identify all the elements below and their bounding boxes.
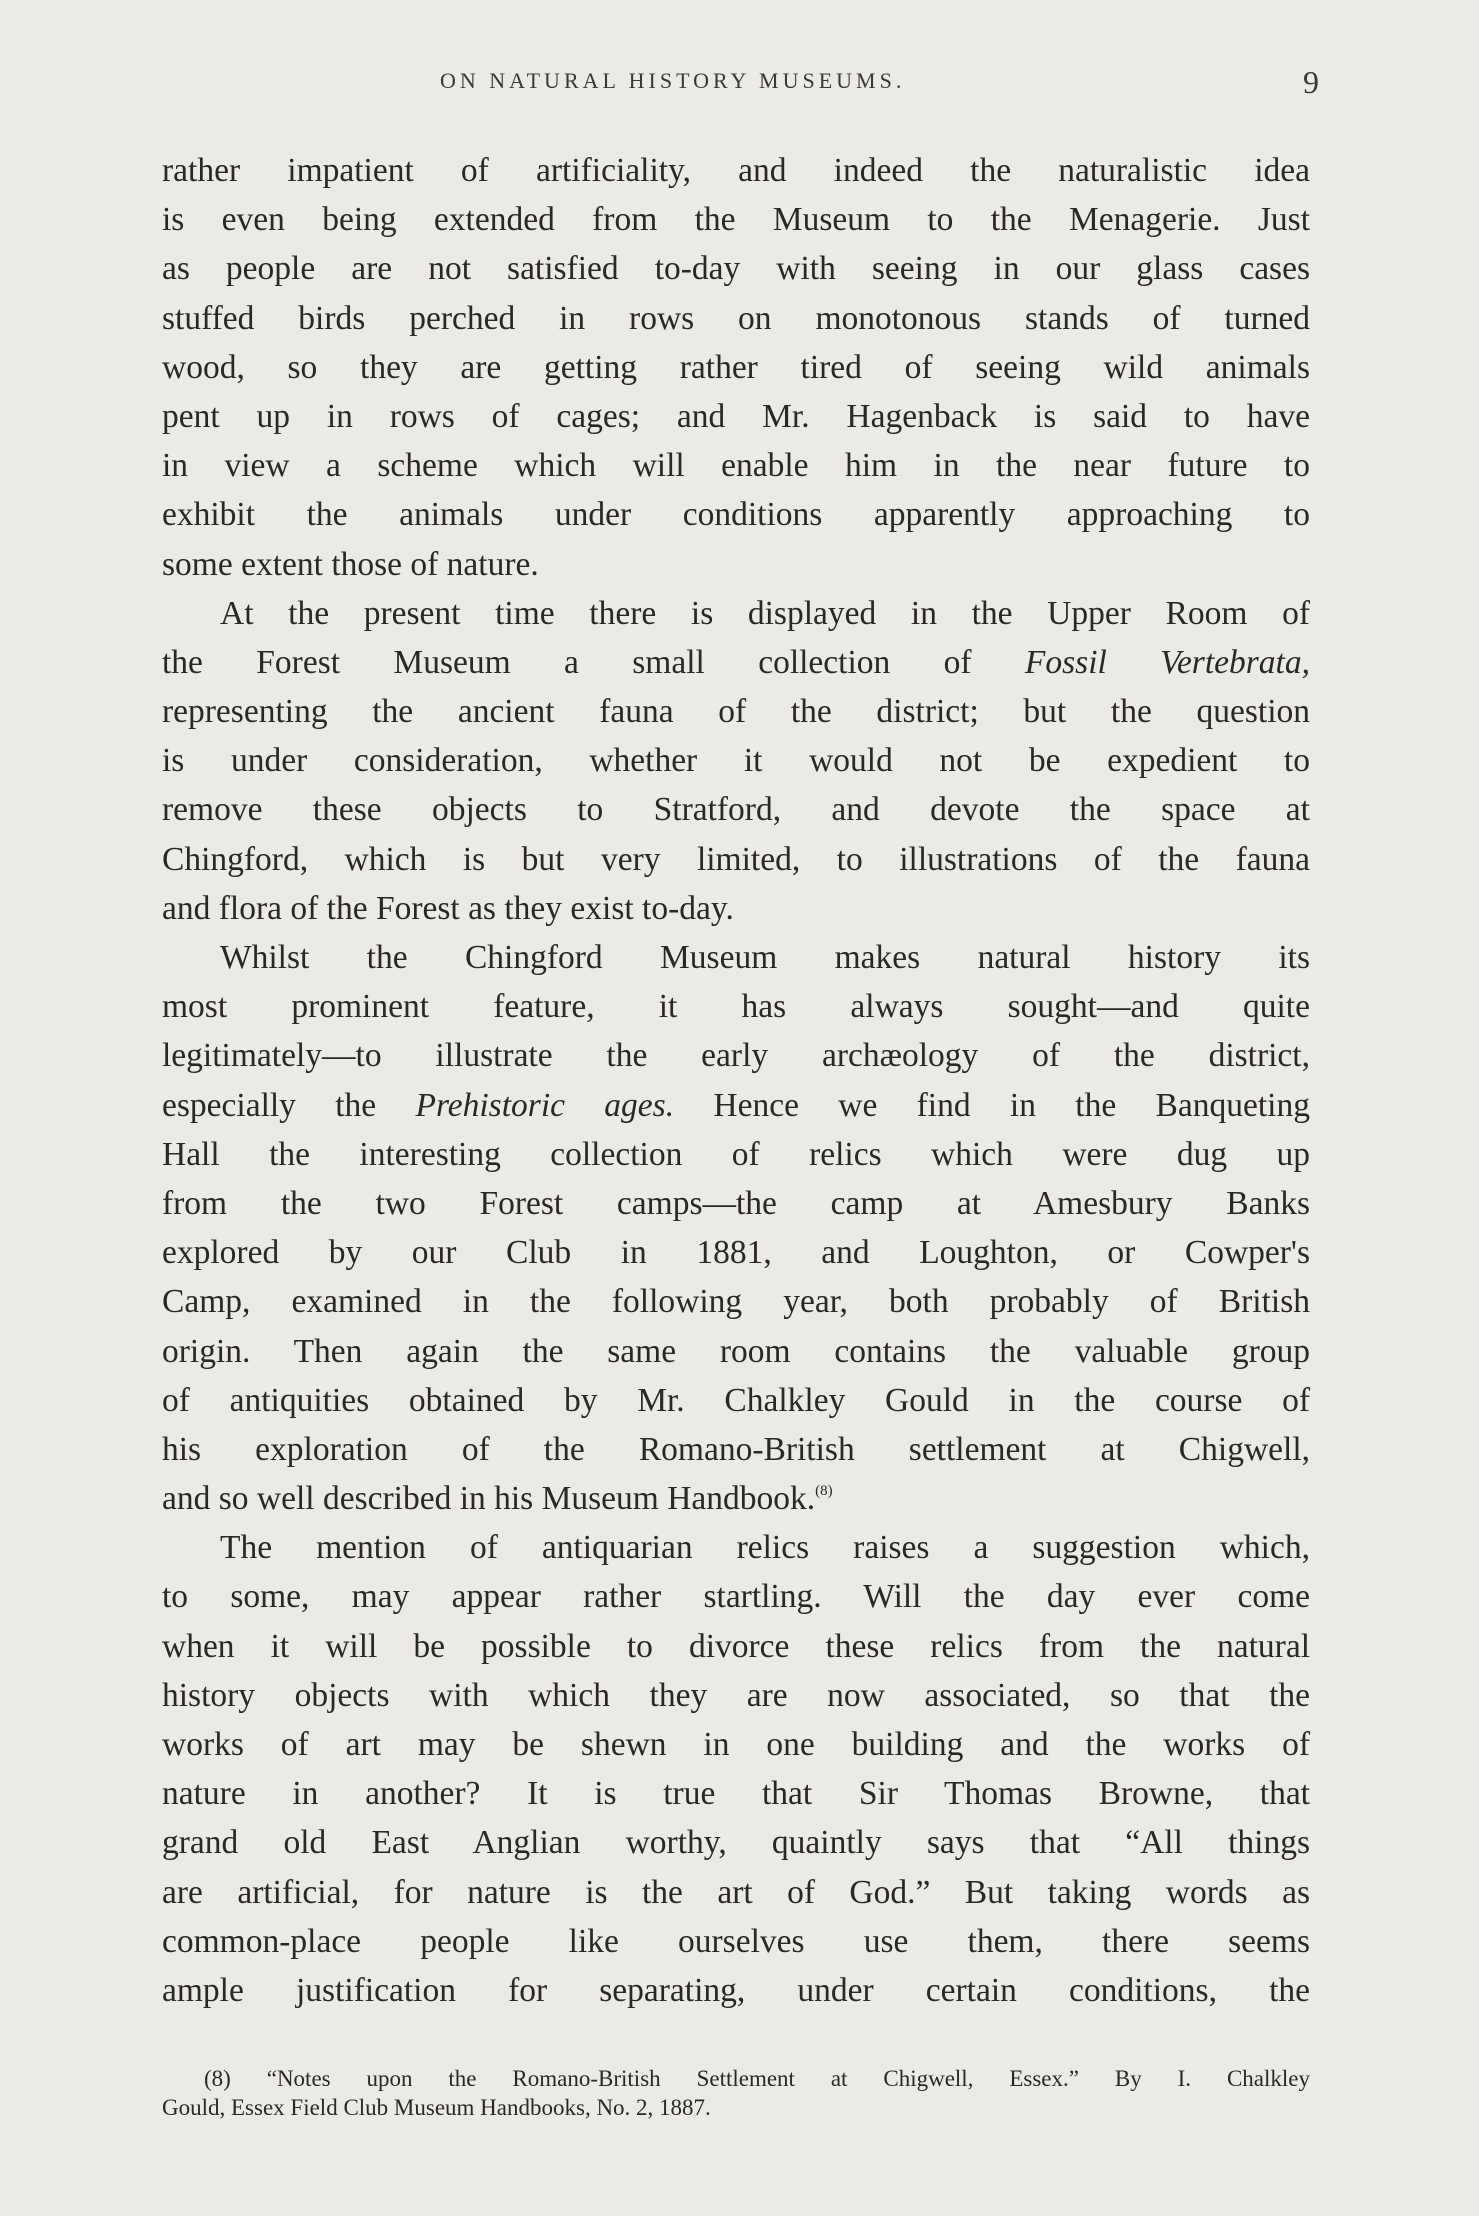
text-line: Camp, examined in the following year, both probably of British xyxy=(162,1283,1310,1321)
text-run: and so well described in his Museum Handbook. xyxy=(162,1480,816,1518)
text-line: explored by our Club in 1881, and Loughton, or Cowper's xyxy=(162,1234,1310,1272)
text-line: pent up in rows of cages; and Mr. Hagenback is said to have xyxy=(162,397,1310,435)
footnote-reference: (8) xyxy=(815,1483,833,1500)
text-line: when it will be possible to divorce these relics from the natural xyxy=(162,1627,1310,1665)
text-line xyxy=(162,1474,1310,1523)
text-run: the Forest Museum a small collection of xyxy=(162,643,1025,681)
running-head: ON NATURAL HISTORY MUSEUMS. xyxy=(440,68,906,93)
text-line: is under consideration, whether it would not be expedient to xyxy=(162,742,1310,780)
text-line: and flora of the Forest as they exist to-day. xyxy=(162,889,734,927)
paragraph-first-line: Whilst the Chingford Museum makes natural history its xyxy=(220,939,1310,976)
text-line: grand old East Anglian worthy, quaintly says that “All things xyxy=(162,1824,1310,1862)
text-line: as people are not satisfied to-day with seeing in our glass cases xyxy=(162,250,1310,288)
text-line: of antiquities obtained by Mr. Chalkley Gould in the course of xyxy=(162,1381,1310,1419)
body-text xyxy=(162,146,1310,2015)
text-line: Chingford, which is but very limited, to illustrations of the fauna xyxy=(162,840,1310,878)
text-line xyxy=(162,1081,1310,1130)
text-line: nature in another? It is true that Sir Thomas Browne, that xyxy=(162,1775,1310,1813)
text-line: most prominent feature, it has always sought—and quite xyxy=(162,988,1310,1026)
text-line: are artificial, for nature is the art of God.” But taking words as xyxy=(162,1873,1310,1911)
text-line: works of art may be shewn in one building and the works of xyxy=(162,1726,1310,1763)
paragraph-first-line: At the present time there is displayed in the Upper Room of xyxy=(220,594,1310,632)
text-line: origin. Then again the same room contains the valuable group xyxy=(162,1332,1310,1370)
text-line: common-place people like ourselves use them, there seems xyxy=(162,1922,1310,1960)
text-line xyxy=(162,638,1310,687)
text-line: representing the ancient fauna of the district; but the question xyxy=(162,693,1310,731)
text-line: to some, may appear rather startling. Will the day ever come xyxy=(162,1578,1310,1616)
text-line: wood, so they are getting rather tired of seeing wild animals xyxy=(162,348,1310,386)
text-run: Hence we find in the Banqueting xyxy=(674,1086,1310,1124)
paragraph-first-line: The mention of antiquarian relics raises a suggestion which, xyxy=(220,1529,1310,1567)
text-line: ample justification for separating, under certain conditions, the xyxy=(162,1971,1310,2009)
italic-text: Prehistoric ages. xyxy=(415,1086,675,1124)
text-line: from the two Forest camps—the camp at Amesbury Banks xyxy=(162,1184,1310,1222)
text-line: stuffed birds perched in rows on monotonous stands of turned xyxy=(162,299,1310,337)
footnote-line: Gould, Essex Field Club Museum Handbooks, No. 2, 1887. xyxy=(162,2095,711,2120)
text-run: especially the xyxy=(162,1086,416,1124)
text-line: his exploration of the Romano-British settlement at Chigwell, xyxy=(162,1430,1310,1468)
text-line: history objects with which they are now associated, so that the xyxy=(162,1676,1310,1714)
footnote-line: (8) “Notes upon the Romano-British Settlement at Chigwell, Essex.” By I. Chalkley xyxy=(204,2066,1310,2091)
text-line: remove these objects to Stratford, and devote the space at xyxy=(162,791,1310,829)
text-line: legitimately—to illustrate the early archæology of the district, xyxy=(162,1037,1310,1075)
text-line: exhibit the animals under conditions apparently approaching to xyxy=(162,496,1310,534)
text-line: in view a scheme which will enable him in the near future to xyxy=(162,447,1310,485)
text-line: some extent those of nature. xyxy=(162,545,539,583)
italic-text: Fossil Vertebrata, xyxy=(1024,643,1310,681)
text-line: rather impatient of artificiality, and indeed the naturalistic idea xyxy=(162,152,1310,189)
footnotes xyxy=(162,2064,1310,2122)
page-number: 9 xyxy=(1303,64,1319,100)
text-line: is even being extended from the Museum to the Menagerie. Just xyxy=(162,201,1310,239)
text-line: Hall the interesting collection of relics which were dug up xyxy=(162,1135,1310,1173)
